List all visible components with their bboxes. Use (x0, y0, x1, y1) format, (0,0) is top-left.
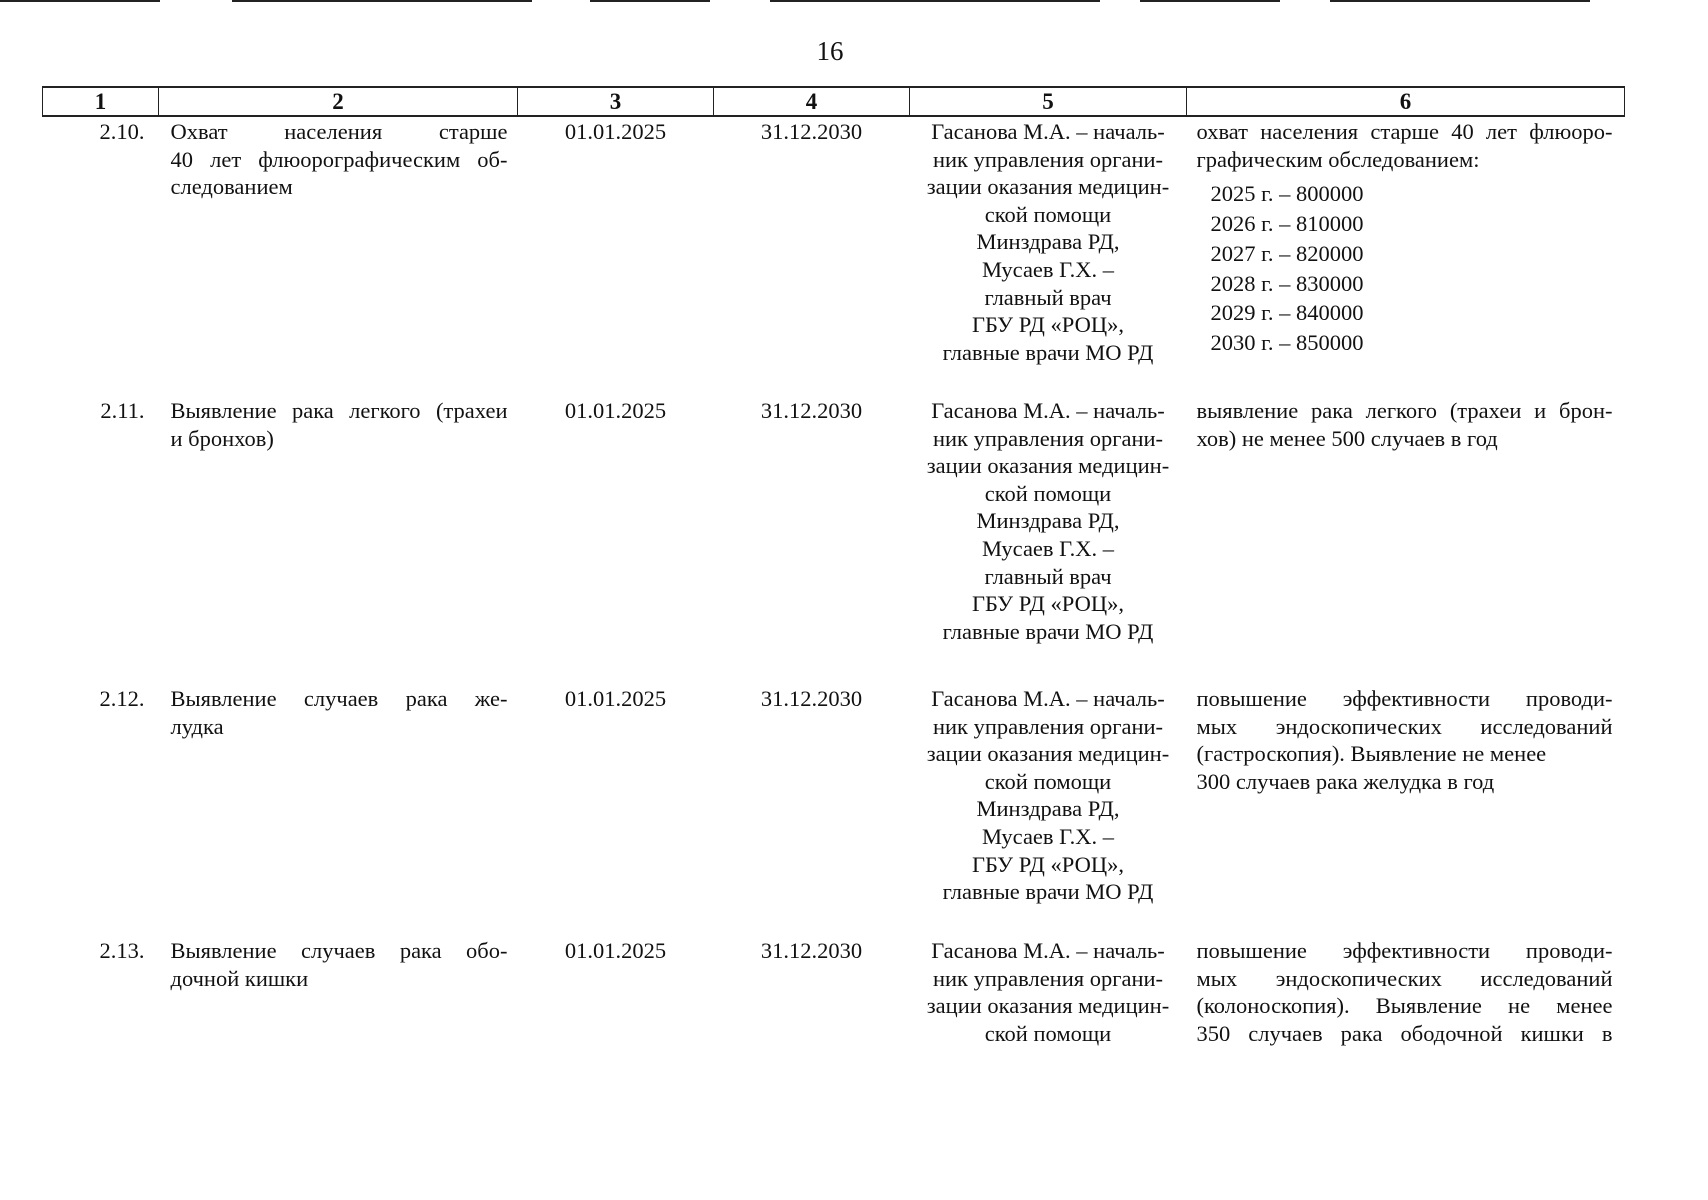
yearly-target: 2029 г. – 840000 (1210, 300, 1364, 326)
header-col-1: 1 (43, 87, 159, 116)
text-line: ГБУ РД «РОЦ», (972, 851, 1124, 877)
header-col-6: 6 (1187, 87, 1625, 116)
text-line: главные врачи МО РД (942, 339, 1154, 365)
scan-edge-marks (0, 0, 1708, 6)
yearly-target: 2030 г. – 850000 (1210, 330, 1364, 356)
row-number: 2.12. (99, 686, 145, 711)
table-header-row (43, 87, 1625, 116)
text-line: графическим обследованием: (1196, 146, 1480, 172)
text-line: главный врач (984, 563, 1112, 589)
responsible-persons (910, 116, 1187, 396)
yearly-target: 2028 г. – 830000 (1210, 270, 1364, 296)
table-row (43, 396, 1625, 684)
text-line: зации оказания медицин- (926, 453, 1170, 479)
text-line: и бронхов) (170, 425, 274, 451)
text-line: зации оказания медицин- (926, 993, 1170, 1019)
text-line: (гастроскопия). Выявление не менее (1196, 741, 1547, 767)
text-line: ник управления органи- (932, 965, 1164, 991)
text-line: Гасанова М.А. – началь- (931, 398, 1165, 423)
end-date: 31.12.2030 (760, 686, 863, 711)
text-line: ГБУ РД «РОЦ», (972, 312, 1124, 338)
text-line: Выявление случаев рака обо- (170, 938, 508, 963)
text-line: Гасанова М.А. – началь- (931, 938, 1165, 963)
table-row (43, 116, 1625, 396)
text-line: охват населения старше 40 лет флюоро- (1196, 119, 1613, 144)
text-line: Выявление рака легкого (трахеи (170, 398, 508, 423)
text-line: ГБУ РД «РОЦ», (972, 591, 1124, 617)
text-line: Минздрава РД, (976, 796, 1120, 822)
header-col-5: 5 (910, 87, 1187, 116)
text-line: следованием (170, 174, 293, 200)
start-date: 01.01.2025 (564, 938, 667, 963)
end-date: 31.12.2030 (760, 119, 863, 144)
expected-result (1187, 684, 1625, 936)
text-line: 300 случаев рака желудка в год (1196, 768, 1495, 794)
document-table-wrapper (42, 86, 1624, 1086)
start-date: 01.01.2025 (564, 686, 667, 711)
text-line: Гасанова М.А. – началь- (931, 686, 1165, 711)
table-row (43, 684, 1625, 936)
text-line: ской помощи (984, 480, 1112, 506)
text-line: дочной кишки (170, 965, 309, 991)
text-line: Минздрава РД, (976, 508, 1120, 534)
text-line: Мусаев Г.Х. – (981, 256, 1115, 282)
row-number: 2.10. (99, 119, 145, 144)
header-col-4: 4 (714, 87, 910, 116)
yearly-targets-list (1197, 179, 1613, 358)
text-line: повышение эффективности проводи- (1196, 686, 1613, 711)
expected-result (1187, 396, 1625, 684)
text-line: Мусаев Г.Х. – (981, 823, 1115, 849)
text-line: ской помощи (984, 768, 1112, 794)
end-date: 31.12.2030 (760, 938, 863, 963)
text-line: ник управления органи- (932, 713, 1164, 739)
text-line: зации оказания медицин- (926, 174, 1170, 200)
activities-table (42, 86, 1625, 1086)
text-line: (колоноскопия). Выявление не менее (1196, 993, 1613, 1019)
text-line: мых эндоскопических исследований (1196, 965, 1613, 991)
responsible-persons (910, 936, 1187, 1086)
yearly-target: 2025 г. – 800000 (1210, 181, 1364, 207)
header-col-3: 3 (518, 87, 714, 116)
header-col-2: 2 (159, 87, 518, 116)
responsible-persons (910, 684, 1187, 936)
expected-result (1187, 936, 1625, 1086)
text-line: выявление рака легкого (трахеи и брон- (1196, 398, 1613, 423)
activity-name (159, 936, 518, 1086)
yearly-target: 2026 г. – 810000 (1210, 210, 1364, 236)
text-line: Минздрава РД, (976, 229, 1120, 255)
page-number: 16 (816, 36, 844, 66)
expected-result (1187, 116, 1625, 396)
responsible-persons (910, 396, 1187, 684)
text-line: повышение эффективности проводи- (1196, 938, 1613, 963)
text-line: Выявление случаев рака же- (170, 686, 508, 711)
text-line: 40 лет флюорографическим об- (170, 146, 508, 172)
activity-name (159, 116, 518, 396)
start-date: 01.01.2025 (564, 119, 667, 144)
row-number: 2.13. (99, 938, 145, 963)
text-line: зации оказания медицин- (926, 741, 1170, 767)
text-line: ник управления органи- (932, 146, 1164, 172)
text-line: лудка (170, 713, 224, 739)
text-line: главный врач (984, 284, 1112, 310)
text-line: мых эндоскопических исследований (1196, 713, 1613, 739)
text-line: хов) не менее 500 случаев в год (1196, 425, 1498, 451)
row-number: 2.11. (100, 398, 145, 423)
start-date: 01.01.2025 (564, 398, 667, 423)
table-row (43, 936, 1625, 1086)
text-line: главные врачи МО РД (942, 879, 1154, 905)
text-line: 350 случаев рака ободочной кишки в (1196, 1020, 1613, 1046)
text-line: Охват населения старше (170, 119, 508, 144)
text-line: главные врачи МО РД (942, 618, 1154, 644)
activity-name (159, 684, 518, 936)
text-line: Гасанова М.А. – началь- (931, 119, 1165, 144)
text-line: ник управления органи- (932, 425, 1164, 451)
text-line: ской помощи (984, 201, 1112, 227)
text-line: Мусаев Г.Х. – (981, 535, 1115, 561)
end-date: 31.12.2030 (760, 398, 863, 423)
activity-name (159, 396, 518, 684)
yearly-target: 2027 г. – 820000 (1210, 240, 1364, 266)
text-line: ской помощи (984, 1020, 1112, 1046)
